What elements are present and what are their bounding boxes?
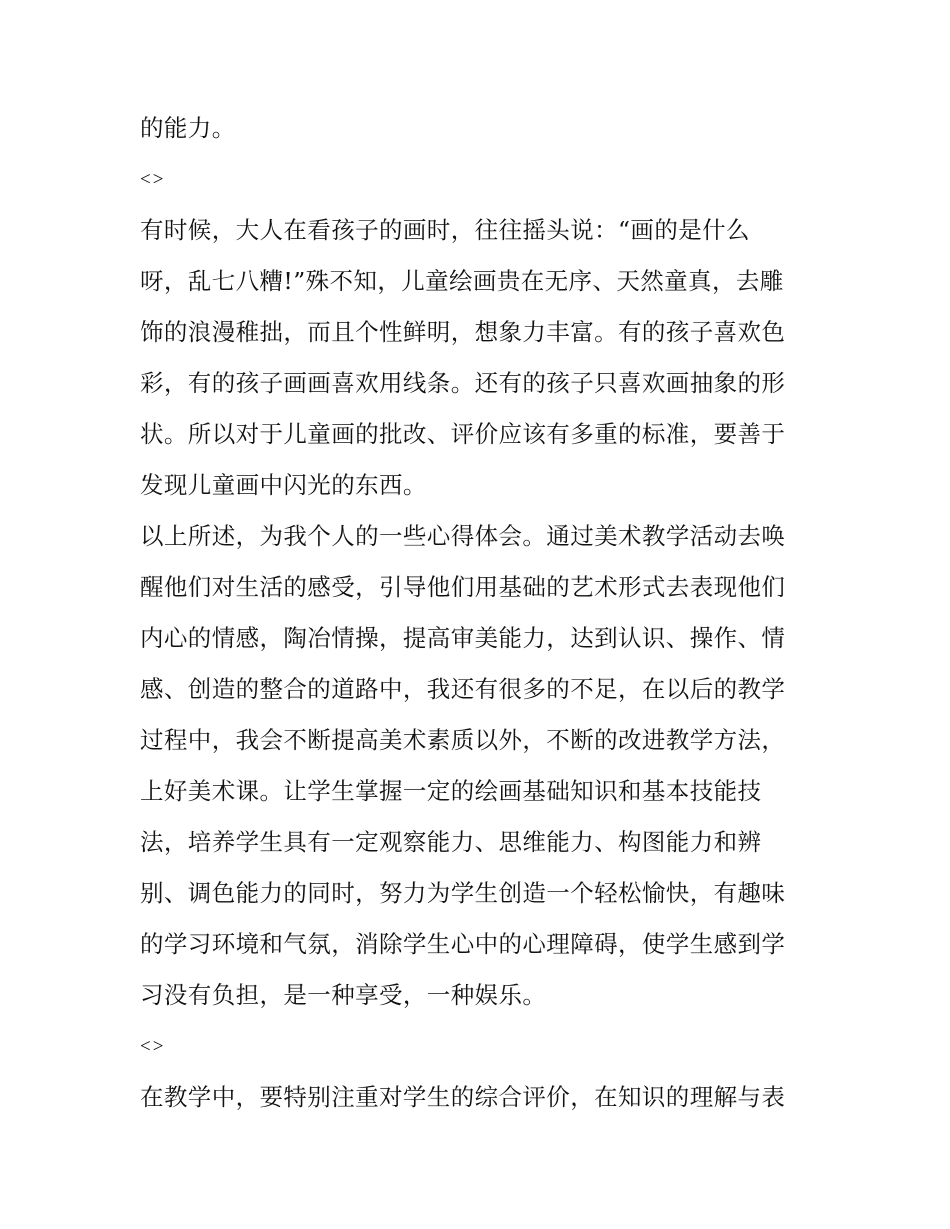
text-line: 的能力。 — [140, 114, 236, 142]
text-line: 发现儿童画中闪光的东西。 — [140, 471, 427, 499]
text-line: 别、调色能力的同时，努力为学生创造一个轻松愉快，有趣味 — [140, 879, 786, 907]
text-line: 在教学中，要特别注重对学生的综合评价，在知识的理解与表 — [140, 1083, 786, 1111]
text-line: 内心的情感，陶冶情操，提高审美能力，达到认识、操作、情 — [140, 624, 786, 652]
text-line: 以上所述，为我个人的一些心得体会。通过美术教学活动去唤 — [140, 522, 786, 550]
paragraph — [140, 103, 816, 154]
text-line: 感、创造的整合的道路中，我还有很多的不足，在以后的教学 — [140, 675, 786, 703]
text-line: 习没有负担，是一种享受，一种娱乐。 — [140, 981, 547, 1009]
text-line: 有时候，大人在看孩子的画时，往往摇头说：“画的是什么 — [140, 216, 750, 244]
text-line: 呀，乱七八糟!”殊不知，儿童绘画贵在无序、天然童真，去雕 — [140, 267, 784, 295]
paragraph — [140, 205, 816, 511]
paragraph — [140, 1072, 816, 1123]
text-line: 醒他们对生活的感受，引导他们用基础的艺术形式去表现他们 — [140, 573, 786, 601]
section-marker: <> — [140, 169, 166, 190]
text-line: 彩，有的孩子画画喜欢用线条。还有的孩子只喜欢画抽象的形 — [140, 369, 786, 397]
text-line: 过程中，我会不断提高美术素质以外，不断的改进教学方法， — [140, 726, 786, 754]
document-body — [140, 103, 816, 1123]
text-line: 饰的浪漫稚拙，而且个性鲜明，想象力丰富。有的孩子喜欢色 — [140, 318, 786, 346]
text-line: 法，培养学生具有一定观察能力、思维能力、构图能力和辨 — [140, 828, 762, 856]
text-line: 的学习环境和气氛，消除学生心中的心理障碍，使学生感到学 — [140, 930, 786, 958]
text-line: 状。所以对于儿童画的批改、评价应该有多重的标准，要善于 — [140, 420, 786, 448]
text-line: 上好美术课。让学生掌握一定的绘画基础知识和基本技能技 — [140, 777, 762, 805]
paragraph — [140, 511, 816, 1021]
section-marker: <> — [140, 1036, 166, 1057]
